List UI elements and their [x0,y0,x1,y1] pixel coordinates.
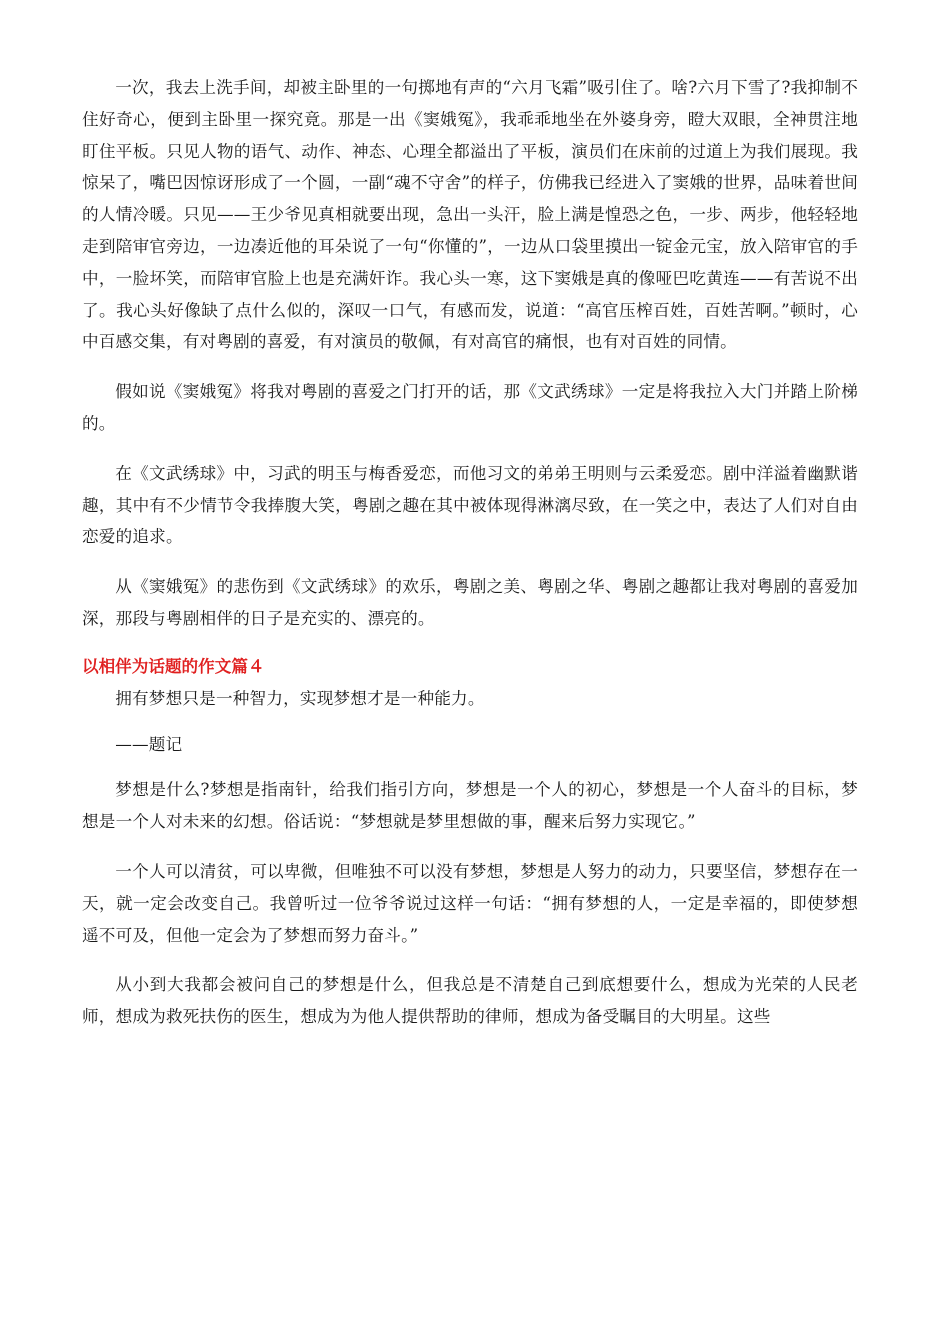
paragraph-epigraph-attribution: ——题记 [115,734,183,754]
section-title: 以相伴为话题的作文篇４ [82,656,265,676]
paragraph-dou-e-story: 一次，我去上洗手间，却被主卧里的一句掷地有声的“六月飞霜”吸引住了。啥?六月下雪了?我抑制不住好奇心，便到主卧里一探究竟。那是一出《窦娥冤》，我乖乖地坐在外婆身旁，瞪大双眼，全神贯注地盯住平板。只见人物的语气、动作、神态、心理全都溢出了平板，演员们在床前的过道上为我们展现。我惊呆了，嘴巴因惊讶形成了一个圆，一副“魂不守舍”的样子，仿佛我已经进入了窦娥的世界，品味着世间的人情冷暖。只见——王少爷见真相就要出现，急出一头汗，脸上满是惶恐之色，一步、两步，他轻轻地走到陪审官旁边，一边凑近他的耳朵说了一句“你懂的”，一边从口袋里摸出一锭金元宝，放入陪审官的手中，一脸坏笑，而陪审官脸上也是充满奸诈。我心头一寒，这下窦娥是真的像哑巴吃黄连——有苦说不出了。我心头好像缺了点什么似的，深叹一口气，有感而发，说道：“高官压榨百姓，百姓苦啊。”顿时，心中百感交集，有对粤剧的喜爱，有对演员的敬佩，有对高官的痛恨，也有对百姓的同情。 [82,78,858,352]
paragraph-transition: 假如说《窦娥冤》将我对粤剧的喜爱之门打开的话，那《文武绣球》一定是将我拉入大门并踏上阶梯的。 [82,382,858,433]
paragraph-what-is-dream: 梦想是什么?梦想是指南针，给我们指引方向，梦想是一个人的初心，梦想是一个人奋斗的目标，梦想是一个人对未来的幻想。俗话说：“梦想就是梦里想做的事，醒来后努力实现它。” [82,780,858,832]
paragraph-childhood-dreams: 从小到大我都会被问自己的梦想是什么，但我总是不清楚自己到底想要什么，想成为光荣的人民老师，想成为救死扶伤的医生，想成为为他人提供帮助的律师，想成为备受瞩目的大明星。这些 [82,975,858,1027]
paragraph-wenwu-xiuqiu: 在《文武绣球》中，习武的明玉与梅香爱恋，而他习文的弟弟王明则与云柔爱恋。剧中洋溢着幽默谐趣，其中有不少情节令我捧腹大笑，粤剧之趣在其中被体现得淋漓尽致，在一笑之中，表达了人们对自由恋爱的追求。 [82,463,858,547]
paragraph-epigraph: 拥有梦想只是一种智力，实现梦想才是一种能力。 [115,688,485,708]
paragraph-dream-motivation: 一个人可以清贫，可以卑微，但唯独不可以没有梦想，梦想是人努力的动力，只要坚信，梦想存在一天，就一定会改变自己。我曾听过一位爷爷说过这样一句话：“拥有梦想的人，一定是幸福的，即使梦想遥不可及，但他一定会为了梦想而努力奋斗。” [82,861,858,945]
document-page [82,72,858,1051]
paragraph-conclusion: 从《窦娥冤》的悲伤到《文武绣球》的欢乐，粤剧之美、粤剧之华、粤剧之趣都让我对粤剧的喜爱加深，那段与粤剧相伴的日子是充实的、漂亮的。 [82,577,858,628]
